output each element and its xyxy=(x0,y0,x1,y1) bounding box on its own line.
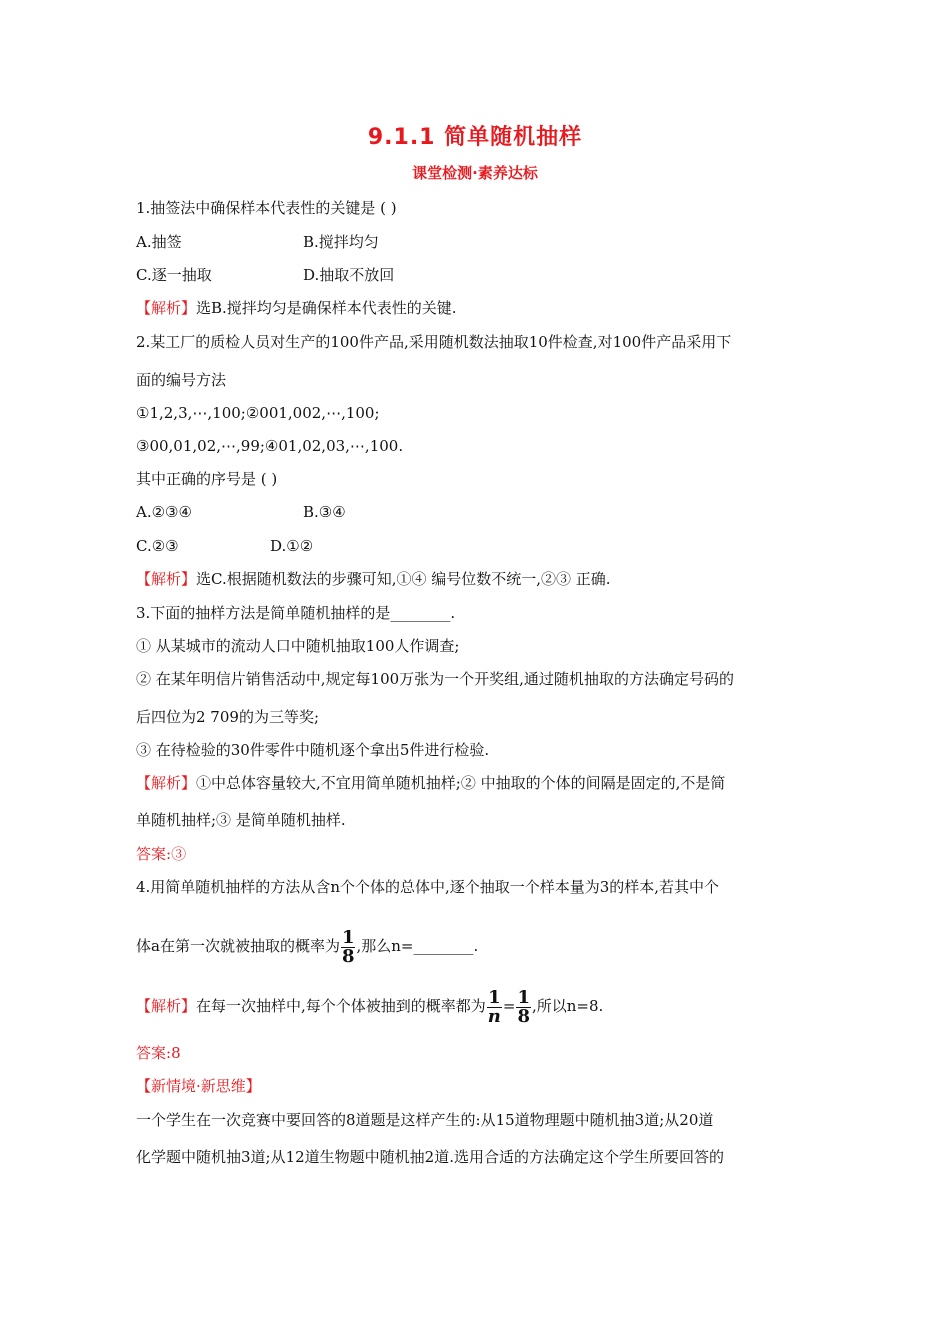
q2-stem-line2: 面的编号方法 xyxy=(136,371,227,389)
q1-option-c: C.逐一抽取 xyxy=(136,266,212,284)
q2-solution xyxy=(136,569,611,589)
q4-solution xyxy=(136,982,603,1030)
q4-answer-value: 8 xyxy=(171,1044,181,1062)
q2-stem-line1: 2.某工厂的质检人员对生产的100件产品,采用随机数法抽取10件检查,对100件产品采用下 xyxy=(136,333,732,351)
equals-sign: = xyxy=(502,997,516,1015)
q4-solution-post: ,所以n=8. xyxy=(532,997,604,1015)
q2-numbering-line2: ③00,01,02,⋯,99;④01,02,03,⋯,100. xyxy=(136,437,404,455)
q2-option-c: C.②③ xyxy=(136,537,179,555)
fraction-one-eighth: $\frac{1}{8}$ xyxy=(517,986,530,1027)
q4-solution-pre: 在每一次抽样中,每个个体被抽到的概率都为 xyxy=(196,997,486,1015)
solution-tag: 【解析】 xyxy=(136,997,197,1015)
q4-stem-pre: 体a在第一次就被抽取的概率为 xyxy=(136,937,340,955)
q2-option-a: A.②③④ xyxy=(136,503,192,521)
q1-option-d: D.抽取不放回 xyxy=(303,266,395,284)
q2-numbering-line1: ①1,2,3,⋯,100;②001,002,⋯,100; xyxy=(136,404,380,422)
q4-stem-line2 xyxy=(136,922,478,970)
q3-item-1: ① 从某城市的流动人口中随机抽取100人作调查; xyxy=(136,637,460,655)
q3-solution-line1 xyxy=(136,773,725,793)
solution-tag: 【解析】 xyxy=(136,774,197,792)
q1-stem: 1.抽签法中确保样本代表性的关键是 ( ) xyxy=(136,199,397,217)
q2-question: 其中正确的序号是 ( ) xyxy=(136,470,278,488)
q3-item-2-line2: 后四位为2 709的为三等奖; xyxy=(136,708,319,726)
answer-label: 答案: xyxy=(136,845,172,863)
q3-answer-value: ③ xyxy=(171,845,187,863)
q2-solution-text: 选C.根据随机数法的步骤可知,①④ 编号位数不统一,②③ 正确. xyxy=(196,570,611,588)
q3-answer xyxy=(136,844,186,864)
q1-solution xyxy=(136,298,457,318)
fraction-one-eighth: $\frac{1}{8}$ xyxy=(341,926,355,967)
q2-option-b: B.③④ xyxy=(303,503,346,521)
solution-tag: 【解析】 xyxy=(136,299,197,317)
q3-solution-line2: 单随机抽样;③ 是简单随机抽样. xyxy=(136,811,346,829)
page-subtitle: 课堂检测·素养达标 xyxy=(412,164,538,182)
q3-solution-text1: ①中总体容量较大,不宜用简单随机抽样;② 中抽取的个体的间隔是固定的,不是简 xyxy=(196,774,726,792)
page-title: 9.1.1 简单随机抽样 xyxy=(367,125,583,150)
answer-label: 答案: xyxy=(136,1044,172,1062)
fraction-one-over-n: $\frac{1}{n}$ xyxy=(487,986,501,1027)
q1-option-a: A.抽签 xyxy=(136,233,182,251)
new-section-tag: 【新情境·新思维】 xyxy=(136,1077,261,1095)
new-section-line1: 一个学生在一次竞赛中要回答的8道题是这样产生的:从15道物理题中随机抽3道;从20道 xyxy=(136,1111,714,1129)
q1-option-b: B.搅拌均匀 xyxy=(303,233,379,251)
new-section-line2: 化学题中随机抽3道;从12道生物题中随机抽2道.选用合适的方法确定这个学生所要回答的 xyxy=(136,1148,724,1166)
q4-stem-post: ,那么n=________. xyxy=(356,937,479,955)
solution-tag: 【解析】 xyxy=(136,570,197,588)
q3-stem: 3.下面的抽样方法是简单随机抽样的是________. xyxy=(136,604,456,622)
q3-item-3: ③ 在待检验的30件零件中随机逐个拿出5件进行检验. xyxy=(136,741,490,759)
q1-solution-text: 选B.搅拌均匀是确保样本代表性的关键. xyxy=(196,299,457,317)
q3-item-2-line1: ② 在某年明信片销售活动中,规定每100万张为一个开奖组,通过随机抽取的方法确定号码的 xyxy=(136,670,734,688)
q4-stem-line1: 4.用简单随机抽样的方法从含n个个体的总体中,逐个抽取一个样本量为3的样本,若其中个 xyxy=(136,878,720,896)
q2-option-d: D.①② xyxy=(270,537,314,555)
q4-answer xyxy=(136,1043,181,1063)
